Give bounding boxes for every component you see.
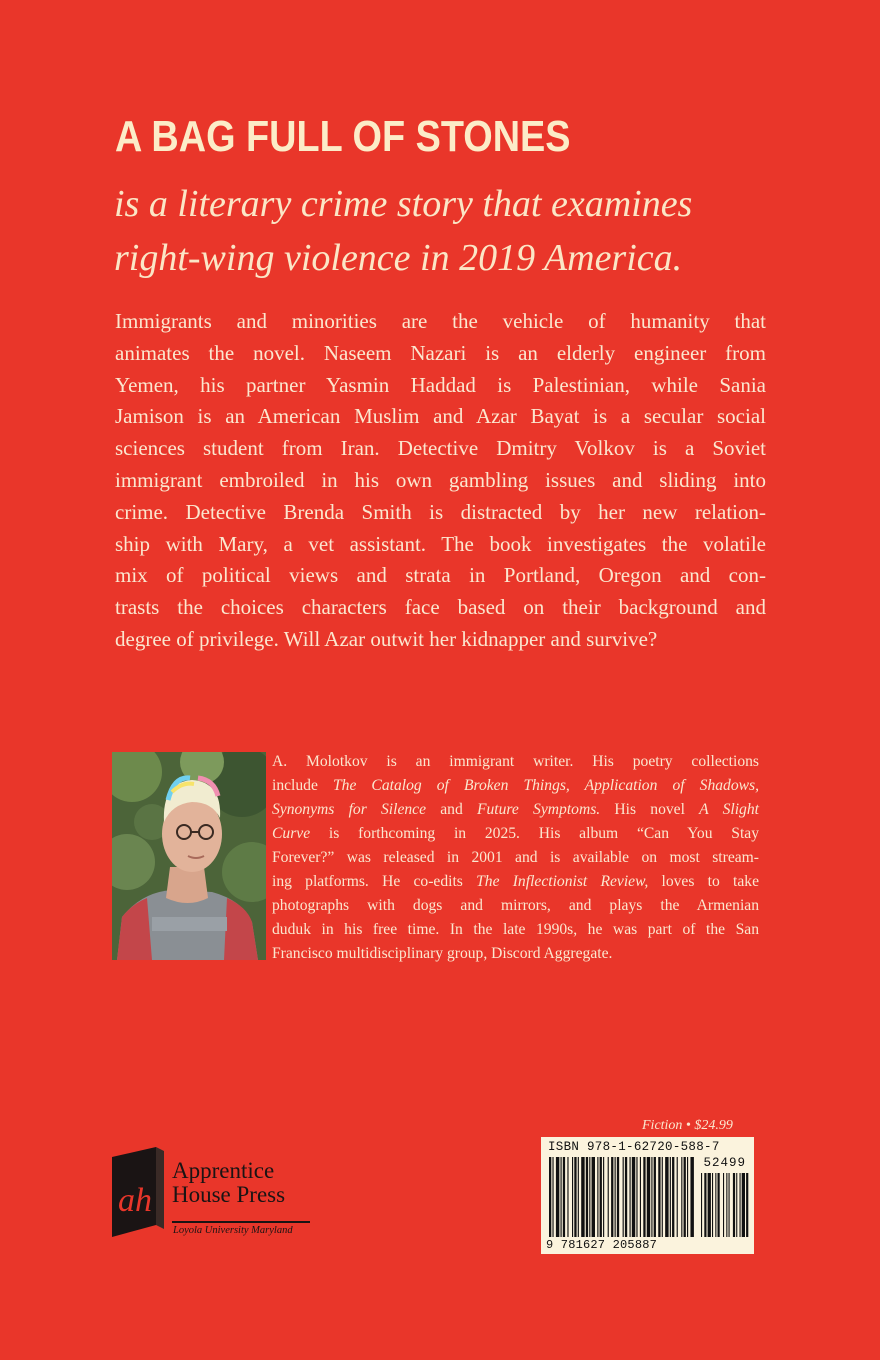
barcode-bar bbox=[552, 1157, 553, 1237]
isbn-label: ISBN 978-1-62720-588-7 bbox=[548, 1140, 720, 1154]
bio-line: A. Molotkov is an immigrant writer. His poetry collections bbox=[272, 753, 759, 770]
barcode-bar bbox=[632, 1157, 635, 1237]
bio-journal-title: The Inflectionist Review, bbox=[476, 873, 649, 890]
blurb-line: Jamison is an American Muslim and Azar Bayat is a secular social bbox=[115, 404, 766, 429]
author-bio bbox=[272, 750, 759, 966]
barcode-addon-bar bbox=[708, 1173, 711, 1237]
author-photo bbox=[112, 752, 266, 960]
barcode-bar bbox=[623, 1157, 624, 1237]
barcode-bar bbox=[611, 1157, 613, 1237]
barcode-bar bbox=[574, 1157, 576, 1237]
barcode-bars bbox=[541, 1137, 754, 1254]
barcode-bar bbox=[597, 1157, 598, 1237]
barcode-bar bbox=[654, 1157, 656, 1237]
barcode-addon-bar bbox=[715, 1173, 716, 1237]
bio-line bbox=[272, 798, 759, 822]
barcode-bar bbox=[647, 1157, 650, 1237]
barcode-bar bbox=[640, 1157, 641, 1237]
barcode-bar bbox=[617, 1157, 619, 1237]
bio-text: ing platforms. He co-edits bbox=[272, 873, 477, 890]
barcode-addon-bar bbox=[712, 1173, 713, 1237]
bio-text: include bbox=[272, 777, 333, 794]
barcode-addon-bar bbox=[740, 1173, 741, 1237]
book-mark-icon bbox=[110, 1145, 170, 1241]
barcode-addon-bar bbox=[718, 1173, 720, 1237]
blurb-line: immigrant embroiled in his own gambling issues and sliding into bbox=[115, 467, 766, 492]
publisher-logo bbox=[110, 1145, 320, 1241]
barcode-bar bbox=[589, 1157, 590, 1237]
barcode-bar bbox=[677, 1157, 678, 1237]
barcode-bar bbox=[561, 1157, 562, 1237]
bio-book-title: The Catalog of Broken Things, Application of Shadows, bbox=[332, 777, 759, 794]
tagline-line: is a literary crime story that examines bbox=[114, 183, 693, 225]
blurb-line: trasts the choices characters face based on their background and bbox=[115, 595, 766, 620]
bio-book-title: Curve bbox=[272, 825, 311, 842]
barcode-addon-bar bbox=[723, 1173, 724, 1237]
bio-text: His novel bbox=[600, 801, 700, 818]
barcode-bar bbox=[625, 1157, 627, 1237]
barcode-addon-bar bbox=[701, 1173, 702, 1237]
barcode-addon-bar bbox=[729, 1173, 730, 1237]
isbn-digits: 9 781627 205887 bbox=[546, 1238, 658, 1252]
bio-text: is forthcoming in 2025. His album “Can You Stay bbox=[310, 825, 759, 842]
barcode-bar bbox=[630, 1157, 631, 1237]
bio-line bbox=[272, 870, 759, 894]
bio-line: photographs with dogs and mirrors, and plays the Armenian bbox=[272, 897, 759, 914]
barcode-addon-bar bbox=[746, 1173, 748, 1237]
bio-line bbox=[272, 822, 759, 846]
bio-text: loves to take bbox=[648, 873, 759, 890]
barcode-bar bbox=[681, 1157, 682, 1237]
barcode-bar bbox=[581, 1157, 584, 1237]
blurb-line: mix of political views and strata in Portland, Oregon and con- bbox=[115, 563, 766, 588]
barcode-bar bbox=[556, 1157, 559, 1237]
author-photo-illustration bbox=[112, 752, 266, 960]
publisher-name-line: House Press bbox=[172, 1182, 286, 1207]
bio-line bbox=[272, 774, 759, 798]
barcode-bar bbox=[567, 1157, 568, 1237]
publisher-monogram: ah bbox=[118, 1182, 152, 1219]
blurb-line: ship with Mary, a vet assistant. The book investigates the volatile bbox=[115, 531, 766, 556]
barcode-bar bbox=[608, 1157, 609, 1237]
price-addon-code: 52499 bbox=[703, 1156, 746, 1170]
blurb-line: sciences student from Iran. Detective Dmitry Volkov is a Soviet bbox=[115, 436, 766, 461]
blurb-line: degree of privilege. Will Azar outwit her kidnapper and survive? bbox=[115, 626, 658, 651]
bio-line: Francisco multidisciplinary group, Discord Aggregate. bbox=[272, 945, 613, 962]
publisher-name-line: Apprentice bbox=[172, 1158, 275, 1183]
blurb-line: crime. Detective Brenda Smith is distracted by her new relation- bbox=[115, 499, 766, 524]
book-blurb bbox=[115, 306, 766, 656]
barcode-bar bbox=[600, 1157, 602, 1237]
isbn-barcode bbox=[541, 1137, 754, 1254]
barcode-addon-bar bbox=[726, 1173, 727, 1237]
barcode-bar bbox=[687, 1157, 688, 1237]
blurb-line: Yemen, his partner Yasmin Haddad is Palestinian, while Sania bbox=[115, 372, 766, 397]
bio-book-title: Future Symptoms. bbox=[476, 801, 601, 818]
barcode-bar bbox=[651, 1157, 652, 1237]
bio-book-title: A Slight bbox=[699, 801, 759, 818]
barcode-bar bbox=[662, 1157, 663, 1237]
genre-price: Fiction • $24.99 bbox=[642, 1118, 733, 1133]
barcode-bar bbox=[586, 1157, 588, 1237]
barcode-bar bbox=[563, 1157, 565, 1237]
barcode-addon-bar bbox=[704, 1173, 706, 1237]
bio-book-title: Synonyms for Silence bbox=[272, 801, 427, 818]
barcode-bar bbox=[670, 1157, 671, 1237]
barcode-bar bbox=[690, 1157, 693, 1237]
barcode-bar bbox=[592, 1157, 595, 1237]
publisher-rule bbox=[172, 1221, 310, 1223]
book-title: A BAG FULL OF STONES bbox=[115, 112, 571, 161]
bio-line: duduk in his free time. In the late 1990s, he was part of the San bbox=[272, 921, 759, 938]
bio-line: Forever?” was released in 2001 and is available on most stream- bbox=[272, 849, 759, 866]
barcode-bar bbox=[615, 1157, 616, 1237]
barcode-bar bbox=[672, 1157, 674, 1237]
tagline-line: right-wing violence in 2019 America. bbox=[114, 237, 683, 279]
barcode-bar bbox=[684, 1157, 686, 1237]
barcode-bar bbox=[578, 1157, 579, 1237]
barcode-bar bbox=[549, 1157, 551, 1237]
publisher-affiliation: Loyola University Maryland bbox=[173, 1225, 293, 1236]
barcode-bar bbox=[658, 1157, 660, 1237]
barcode-bar bbox=[643, 1157, 645, 1237]
bio-text: and bbox=[426, 801, 477, 818]
barcode-addon-bar bbox=[733, 1173, 735, 1237]
barcode-bar bbox=[665, 1157, 668, 1237]
publisher-name bbox=[172, 1159, 285, 1207]
barcode-bar bbox=[603, 1157, 604, 1237]
tagline bbox=[114, 177, 794, 285]
blurb-line: animates the novel. Naseem Nazari is an elderly engineer from bbox=[115, 340, 766, 365]
barcode-bar bbox=[572, 1157, 573, 1237]
barcode-addon-bar bbox=[736, 1173, 737, 1237]
barcode-addon-bar bbox=[742, 1173, 745, 1237]
barcode-bar bbox=[636, 1157, 637, 1237]
blurb-line: Immigrants and minorities are the vehicle of humanity that bbox=[115, 309, 766, 333]
